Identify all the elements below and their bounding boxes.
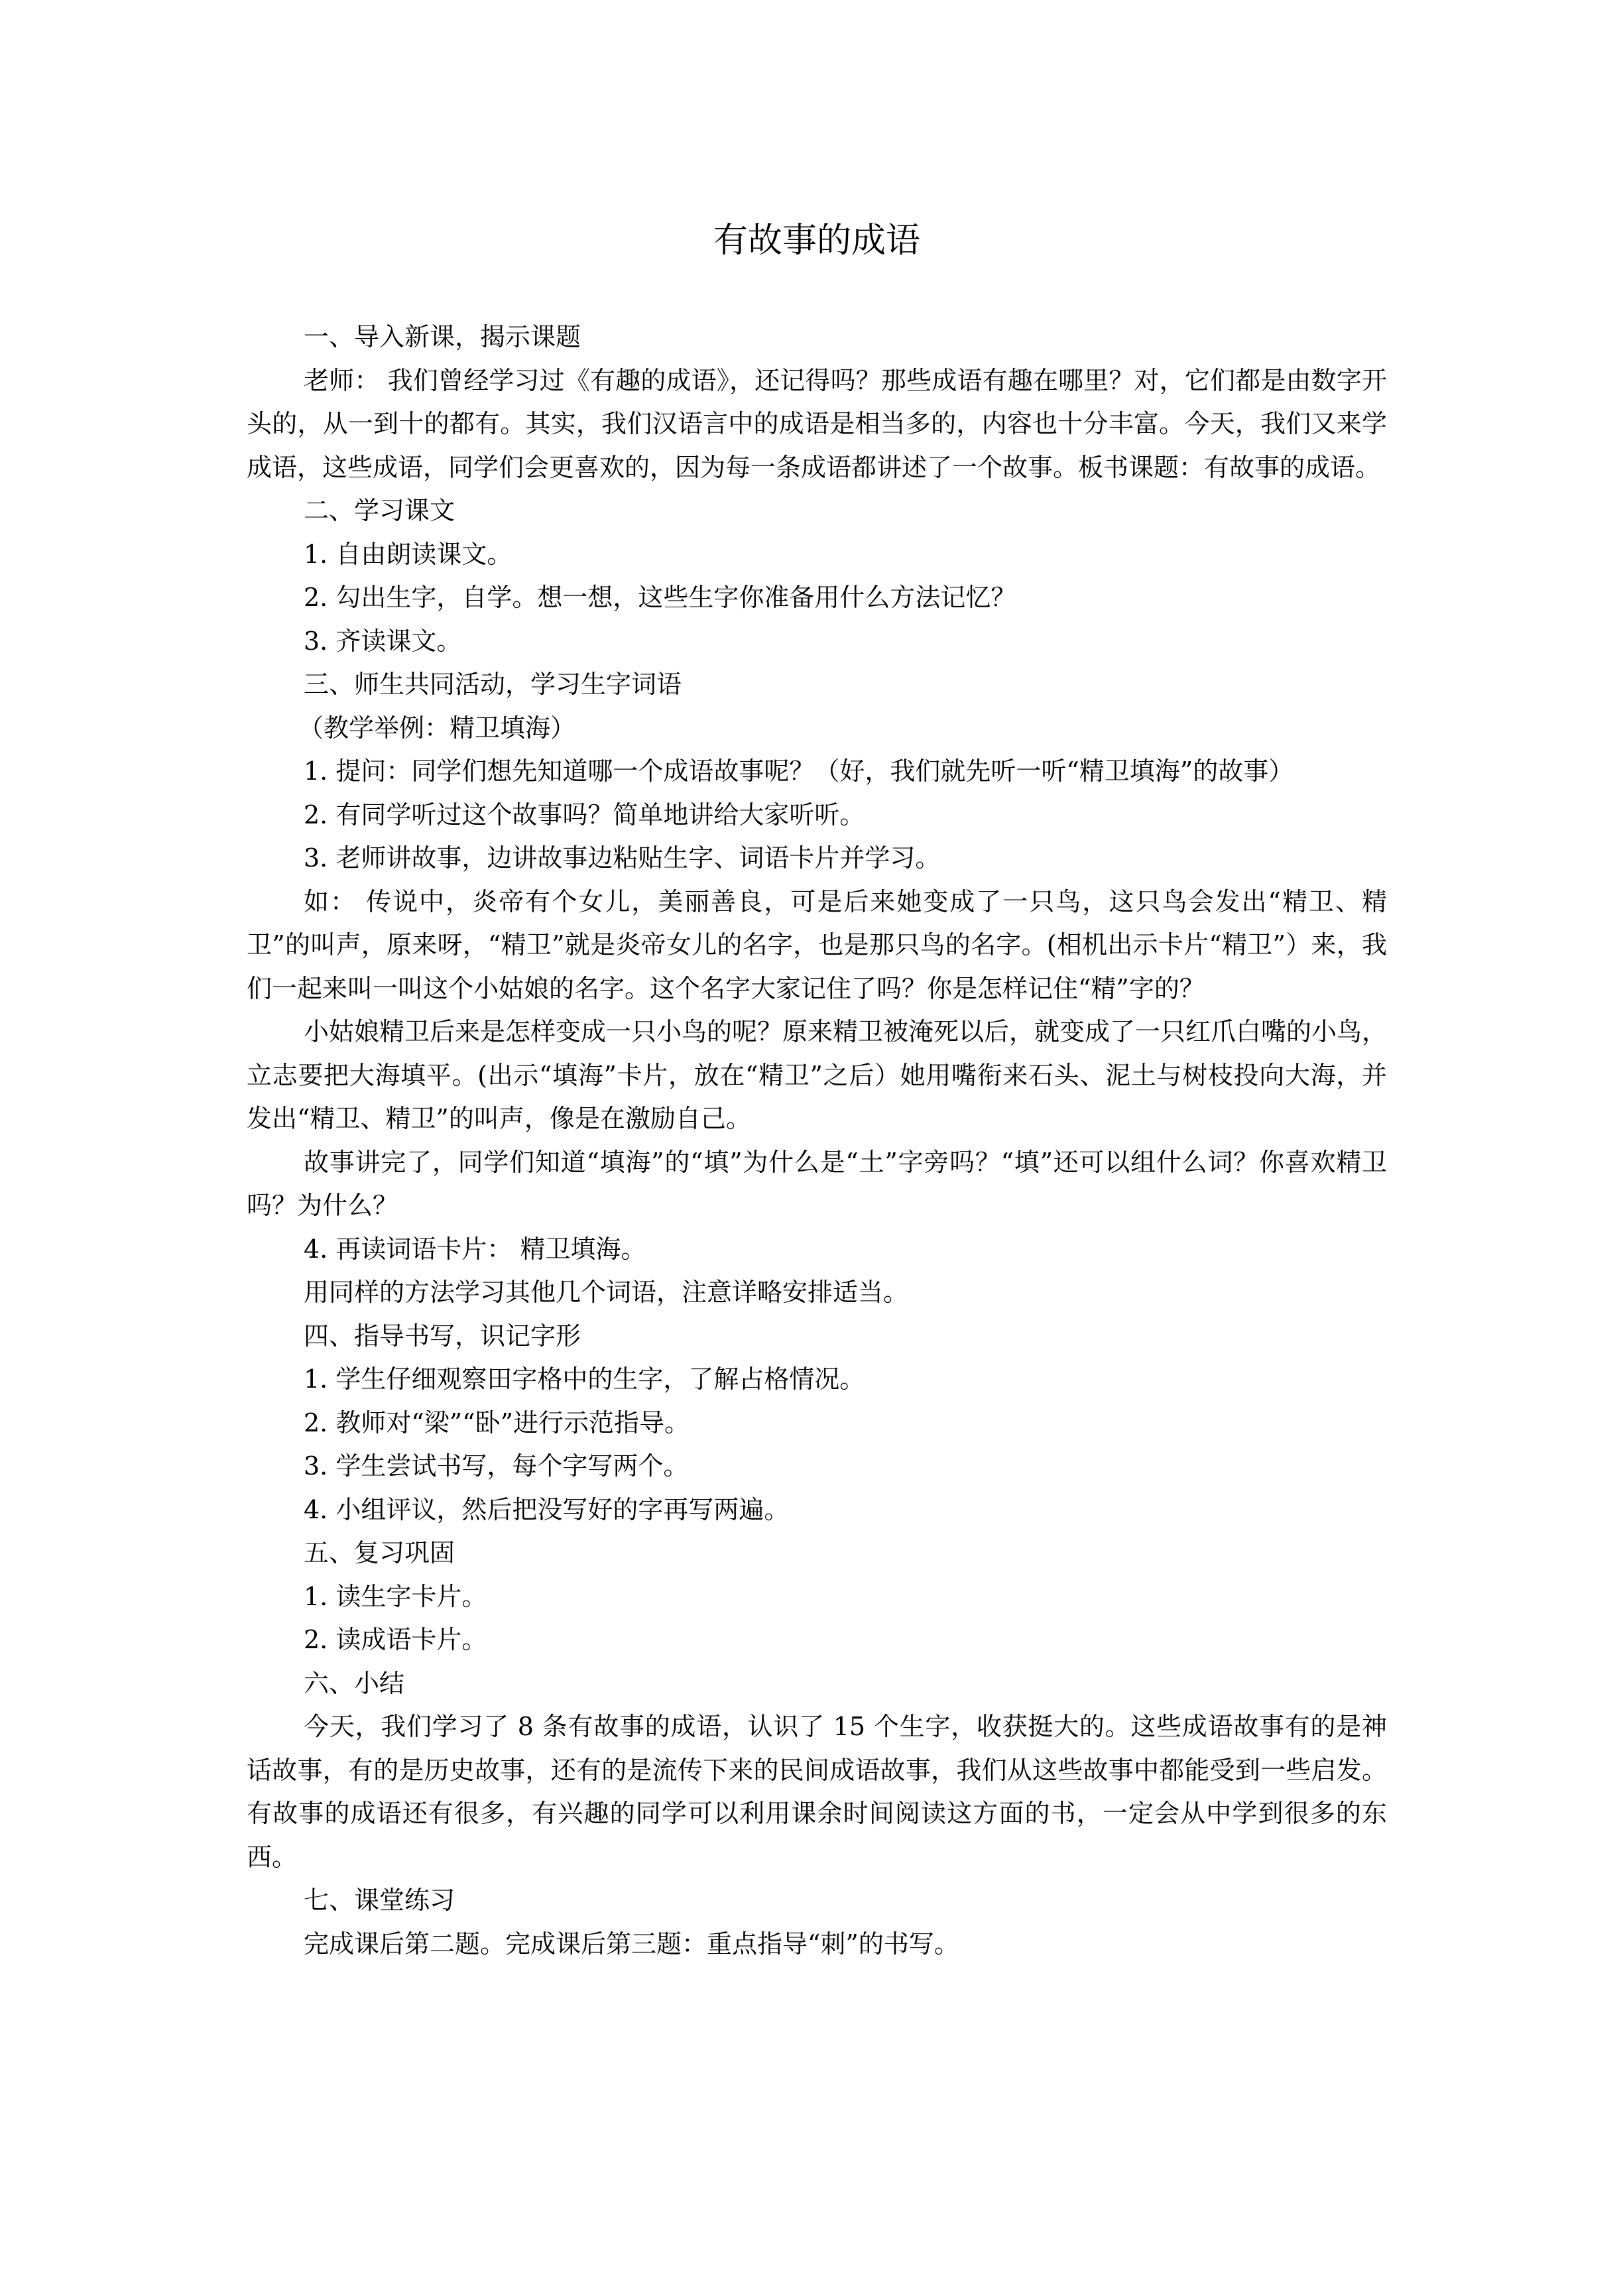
list-item: 1. 自由朗读课文。 [304, 539, 512, 569]
list-item: 1. 读生字卡片。 [304, 1581, 487, 1611]
document-body [247, 316, 1387, 1966]
section-heading-2: 二、学习课文 [304, 496, 455, 525]
document-page [247, 211, 1387, 1966]
exercise-paragraph: 完成课后第二题。完成课后第三题：重点指导“刺”的书写。 [304, 1929, 959, 1959]
list-item: 3. 老师讲故事，边讲故事边粘贴生字、词语卡片并学习。 [304, 843, 941, 873]
list-item: 3. 学生尝试书写，每个字写两个。 [304, 1451, 689, 1480]
story-paragraph: 如： 传说中，炎帝有个女儿，美丽善良，可是后来她变成了一只鸟，这只鸟会发出“精卫、精卫”的叫声，原来呀，“精卫”就是炎帝女儿的名字，也是那只鸟的名字。(相机出示卡片“精卫”）来，我们一起来叫一叫这个小姑娘的名字。这个名字大家记住了吗？你是怎样记住“精”字的？ [247, 886, 1387, 1003]
section-heading-5: 五、复习巩固 [304, 1538, 455, 1567]
example-note: （教学举例：精卫填海） [298, 713, 576, 743]
story-paragraph: 故事讲完了，同学们知道“填海”的“填”为什么是“土”字旁吗？“填”还可以组什么词？你喜欢精卫吗？为什么？ [247, 1147, 1387, 1220]
section-heading-4: 四、指导书写，识记字形 [304, 1321, 581, 1351]
list-item: 4. 小组评议，然后把没写好的字再写两遍。 [304, 1494, 790, 1524]
list-item: 2. 读成语卡片。 [304, 1625, 487, 1654]
list-item: 4. 再读词语卡片： 精卫填海。 [304, 1234, 646, 1264]
summary-paragraph: 今天，我们学习了 8 条有故事的成语，认识了 15 个生字，收获挺大的。这些成语故事有的是神话故事，有的是历史故事，还有的是流传下来的民间成语故事，我们从这些故事中都能受到一些启发。有故事的成语还有很多，有兴趣的同学可以利用课余时间阅读这方面的书，一定会从中学到很多的东西。 [247, 1712, 1387, 1872]
list-item: 1. 学生仔细观察田字格中的生字，了解占格情况。 [304, 1364, 865, 1394]
story-paragraph: 小姑娘精卫后来是怎样变成一只小鸟的呢？原来精卫被淹死以后，就变成了一只红爪白嘴的小鸟，立志要把大海填平。(出示“填海”卡片，放在“精卫”之后）她用嘴衔来石头、泥土与树枝投向大海，并发出“精卫、精卫”的叫声，像是在激励自己。 [247, 1017, 1388, 1133]
list-item: 1. 提问：同学们想先知道哪一个成语故事呢？（好，我们就先听一听“精卫填海”的故事） [304, 756, 1294, 786]
list-item: 2. 有同学听过这个故事吗？简单地讲给大家听听。 [304, 800, 865, 829]
intro-paragraph: 老师： 我们曾经学习过《有趣的成语》，还记得吗？那些成语有趣在哪里？对，它们都是由数字开头的，从一到十的都有。其实，我们汉语言中的成语是相当多的，内容也十分丰富。今天，我们又来学成语，这些成语，同学们会更喜欢的，因为每一条成语都讲述了一个故事。板书课题：有故事的成语。 [247, 365, 1387, 482]
section-heading-7: 七、课堂练习 [304, 1886, 455, 1915]
list-item: 3. 齐读课文。 [304, 626, 462, 656]
list-item: 2. 勾出生字，自学。想一想，这些生字你准备用什么方法记忆？ [304, 583, 1016, 612]
list-item: 2. 教师对“梁”“卧”进行示范指导。 [304, 1408, 690, 1437]
body-paragraph: 用同样的方法学习其他几个词语，注意详略安排适当。 [304, 1278, 909, 1307]
section-heading-1: 一、导入新课，揭示课题 [304, 322, 581, 351]
section-heading-3: 三、师生共同活动，学习生字词语 [304, 670, 682, 699]
section-heading-6: 六、小结 [304, 1668, 405, 1698]
document-title: 有故事的成语 [713, 221, 920, 261]
